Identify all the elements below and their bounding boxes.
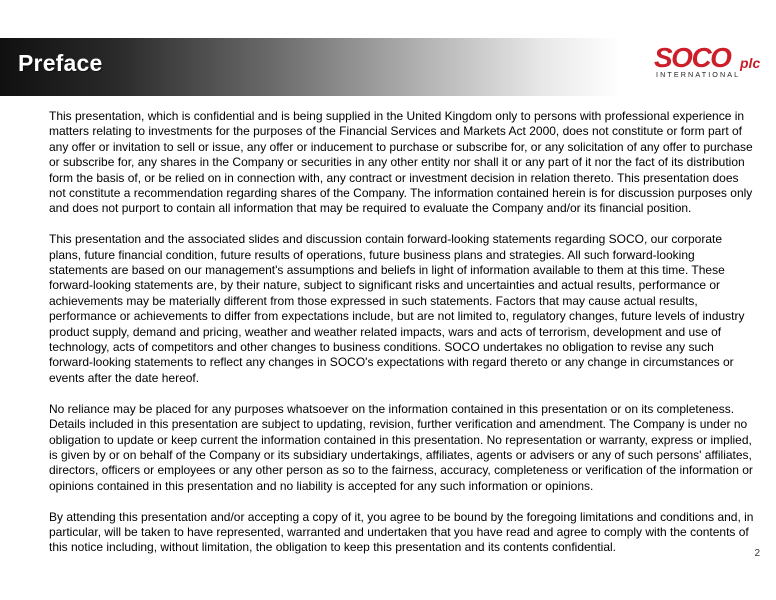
soco-logo — [654, 44, 762, 78]
paragraph-confidentiality: This presentation, which is confidential and is being supplied in the United Kingdom only to persons with professional experience in matters relating to investments for the purposes of the Financial Services and Markets Act 2000, does not constitute or form part of any offer or invitation to sell or issue, any offer or inducement to purchase or subscribe for, or any solicitation of any offer to purchase or subscribe for, any shares in the Company or securities in any other entity nor shall it or any part of it nor the fact of its distribution form the basis of, or be relied on in connection with, any contract or investment decision in relation thereto. This presentation does not constitute a recommendation regarding shares of the Company. The information contained herein is for discussion purposes only and does not purport to contain all information that may be required to evaluate the Company and/or its financial position. — [49, 109, 753, 216]
paragraph-acceptance: By attending this presentation and/or accepting a copy of it, you agree to be bound by the foregoing limitations and conditions and, in particular, will be taken to have represented, warranted and undertaken that you have read and agree to comply with the contents of this notice including, without limitation, the obligation to keep this presentation and its contents confidential. — [49, 509, 754, 555]
page-number: 2 — [754, 548, 760, 559]
logo-suffix-text: plc — [740, 55, 761, 71]
paragraph-no-reliance: No reliance may be placed for any purposes whatsoever on the information contained in this presentation or on its completeness. Details included in this presentation are subject to updating, revision, further verification and amendment. The Company is under no obligation to update or keep current the information contained in this presentation. No representation or warranty, express or implied, is given by or on behalf of the Company or its subsidiary undertakings, affiliates, agents or advisers or any of such persons' affiliates, directors, officers or employees or any other person as so to the fairness, accuracy, completeness or verification of the information or opinions contained in this presentation and no liability is accepted for any such information or opinions. — [49, 401, 753, 493]
logo-sub-text: INTERNATIONAL — [656, 70, 741, 79]
paragraph-forward-looking: This presentation and the associated slides and discussion contain forward-looking statements regarding SOCO, our corporate plans, future financial condition, future results of operations, future business plans and strategies. All such forward-looking statements are based on our management's assumptions and beliefs in light of information available to them at this time. These forward-looking statements are, by their nature, subject to significant risks and uncertainties and actual results, performance or achievements may be materially different from those expressed in such statements. Factors that may cause actual results, performance or achievements to differ from expectations include, but are not limited to, regulatory changes, future levels of industry product supply, demand and pricing, weather and weather related impacts, wars and acts of terrorism, development and use of technology, acts of competitors and other changes to business conditions. SOCO undertakes no obligation to revise any such forward-looking statements to reflect any changes in SOCO's expectations with regard thereto or any change in circumstances or events after the date hereof. — [49, 232, 745, 385]
page-title: Preface — [18, 50, 103, 76]
preface-body — [49, 109, 755, 571]
logo-main-text: SOCO — [654, 42, 731, 73]
